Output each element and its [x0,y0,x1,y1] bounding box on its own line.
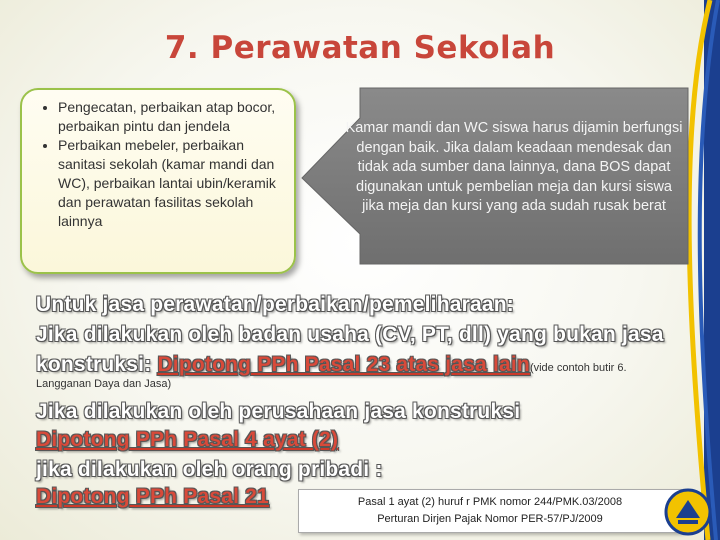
pph23-text: Dipotong PPh Pasal 23 atas jasa lain [157,353,530,376]
vide-note-continued: Langganan Daya dan Jasa) [36,378,172,390]
bullet-item: • Pengecatan, perbaikan atap bocor, perbaikan pintu dan jendela [58,98,280,136]
pph4-text: Dipotong PPh Pasal 4 ayat (2) [36,428,339,451]
body-line-5: Jika dilakukan oleh perusahaan jasa konstruksi [36,400,521,423]
body-line-2: Jika dilakukan oleh badan usaha (CV, PT, dll) yang bukan jasa [36,323,664,346]
body-line-3 [36,352,627,381]
bullet-item: • Perbaikan mebeler, perbaikan sanitasi sekolah (kamar mandi dan WC), perbaikan lantai ubin/keramik dan perawatan fasilitas sekolah lainnya [58,136,280,231]
callout-text: Kamar mandi dan WC siswa harus dijamin berfungsi dengan baik. Jika dalam keadaan mendesak dan tidak ada sumber dana lainnya, dana BOS dapat digunakan untuk pembelian meja dan kursi siswa jika meja dan kursi yang ada sudah rusak berat [345,120,683,214]
body-line-3-prefix: konstruksi: [36,353,158,376]
body-line-1: Untuk jasa perawatan/perbaikan/pemeliharaan: [36,293,514,316]
pph21-text: Dipotong PPh Pasal 21 [36,485,269,508]
reference-box [298,489,682,533]
bullet-list [22,90,294,231]
left-info-box [20,88,296,274]
body-line-7: jika dilakukan oleh orang pribadi : [36,458,383,481]
reference-line-2: Perturan Dirjen Pajak Nomor PER-57/PJ/2009 [377,513,603,525]
vide-note: (vide contoh butir 6. [529,362,627,374]
institution-logo-icon [664,488,712,536]
decorative-curves [660,0,720,540]
page-title: 7. Perawatan Sekolah [164,30,556,66]
reference-line-1: Pasal 1 ayat (2) huruf r PMK nomor 244/PMK.03/2008 [357,496,623,508]
